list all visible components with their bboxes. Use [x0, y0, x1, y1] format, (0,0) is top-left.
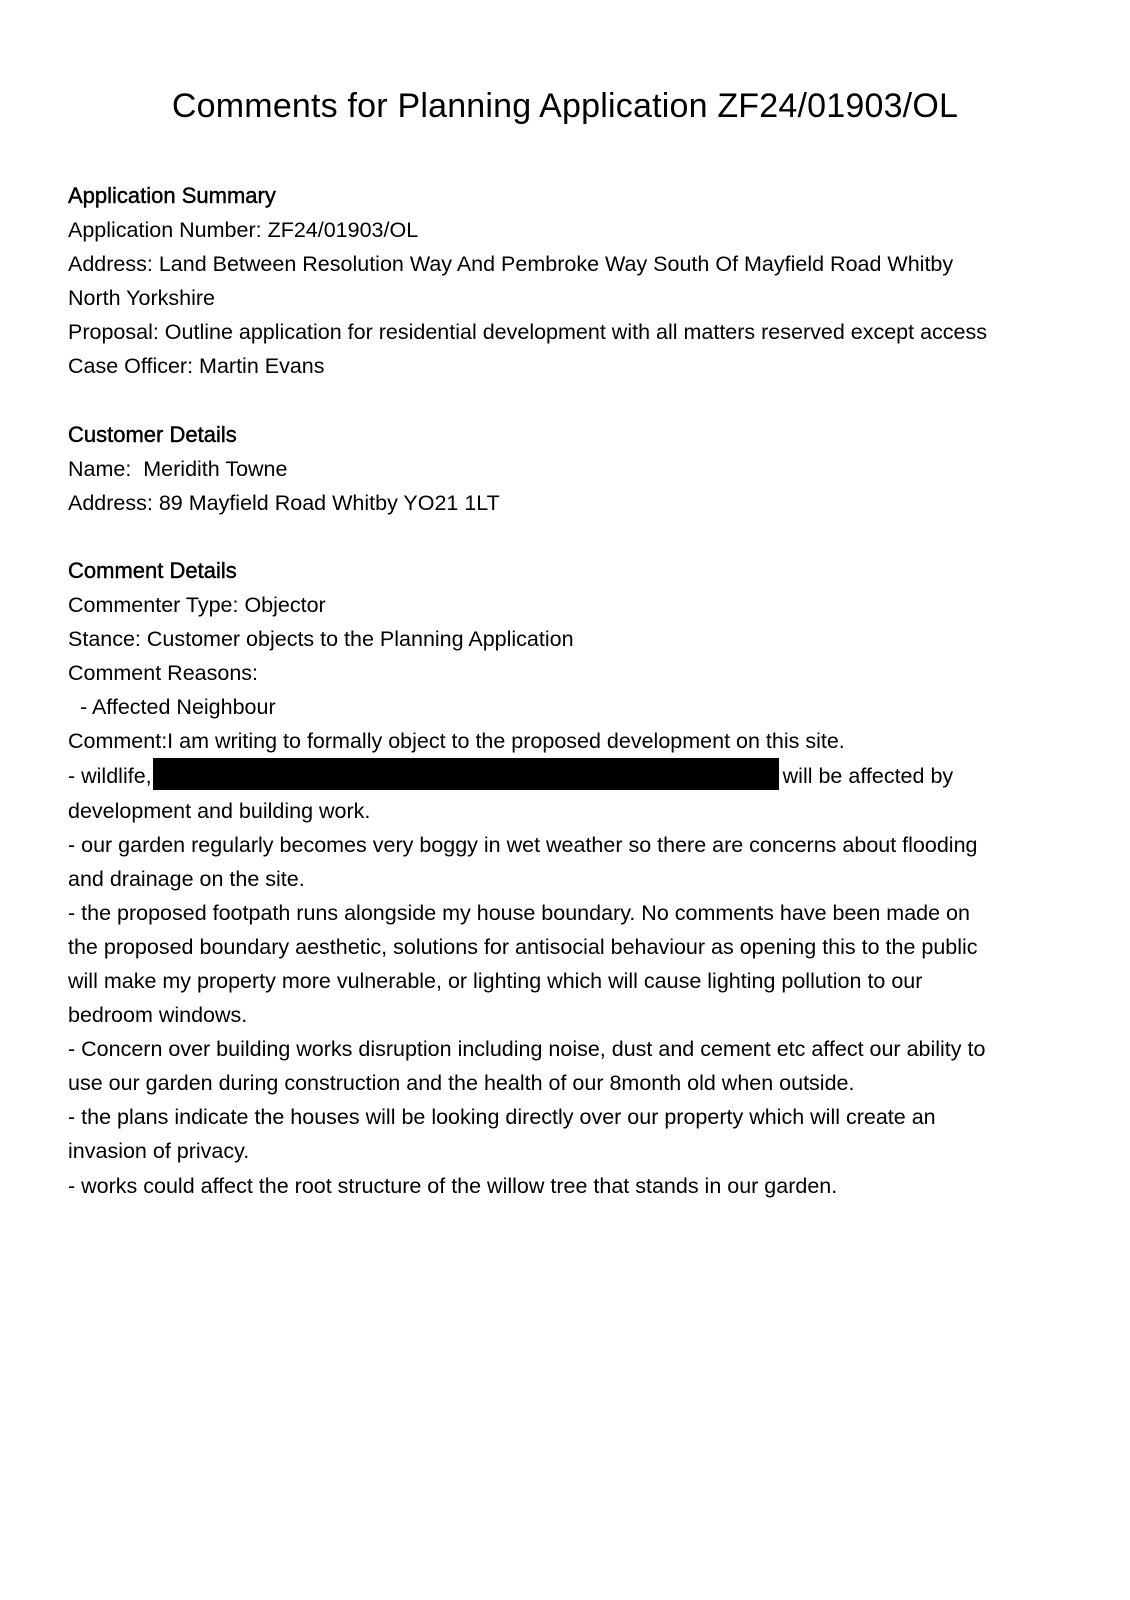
comment-privacy-line-1: - the plans indicate the houses will be looking directly over our property which will create an: [68, 1105, 936, 1130]
comment-garden-line-2: and drainage on the site.: [68, 866, 305, 891]
comment-works-line-2: use our garden during construction and the health of our 8month old when outside.: [68, 1071, 855, 1096]
customer-details-section: [68, 418, 1058, 520]
wildlife-text-after: will be affected by: [782, 764, 954, 789]
comment-intro: Comment:I am writing to formally object to the proposed development on this site.: [68, 729, 845, 754]
comment-privacy-line-2: invasion of privacy.: [68, 1139, 250, 1164]
comment-details-section: [68, 554, 1058, 1203]
application-case-officer: Case Officer: Martin Evans: [68, 354, 325, 379]
section-spacer: [68, 384, 1058, 418]
comment-wildlife-line: [68, 758, 1058, 793]
document-body: [68, 179, 1058, 1203]
document-title: Comments for Planning Application ZF24/01903/OL: [171, 87, 959, 125]
application-summary-section: [68, 179, 1058, 384]
customer-name: Name: Meridith Towne: [68, 456, 288, 481]
customer-details-heading: Customer Details: [68, 421, 237, 447]
comment-reasons-label: Comment Reasons:: [68, 661, 258, 686]
comment-details-heading: Comment Details: [68, 557, 237, 583]
comment-works-line-1: - Concern over building works disruption including noise, dust and cement etc affect our ability to: [68, 1037, 986, 1062]
comment-footpath-line-1: - the proposed footpath runs alongside my house boundary. No comments have been made on: [68, 900, 970, 925]
commenter-type: Commenter Type: Objector: [68, 592, 326, 617]
section-spacer: [68, 520, 1058, 554]
wildlife-text-before: - wildlife,: [68, 764, 152, 789]
comment-footpath-line-2: the proposed boundary aesthetic, solutions for antisocial behaviour as opening this to the public: [68, 934, 978, 959]
comment-reason-item: - Affected Neighbour: [80, 695, 276, 720]
comment-footpath-line-4: bedroom windows.: [68, 1003, 248, 1028]
application-address-line-2: North Yorkshire: [68, 286, 215, 311]
comment-wildlife-continued: development and building work.: [68, 798, 371, 823]
application-address-line-1: Address: Land Between Resolution Way And Pembroke Way South Of Mayfield Road Whitby: [68, 252, 954, 277]
comment-stance: Stance: Customer objects to the Planning Application: [68, 627, 574, 652]
comment-garden-line-1: - our garden regularly becomes very boggy in wet weather so there are concerns about flooding: [68, 832, 978, 857]
application-summary-heading: Application Summary: [68, 183, 276, 208]
comment-footpath-line-3: will make my property more vulnerable, or lighting which will cause lighting pollution to our: [68, 968, 923, 993]
customer-address: Address: 89 Mayfield Road Whitby YO21 1LT: [68, 490, 500, 515]
application-proposal: Proposal: Outline application for residential development with all matters reserved except access: [68, 320, 987, 345]
application-number: Application Number: ZF24/01903/OL: [68, 218, 419, 243]
redaction-block: [153, 758, 779, 790]
comment-tree-line: - works could affect the root structure of the willow tree that stands in our garden.: [68, 1173, 838, 1198]
